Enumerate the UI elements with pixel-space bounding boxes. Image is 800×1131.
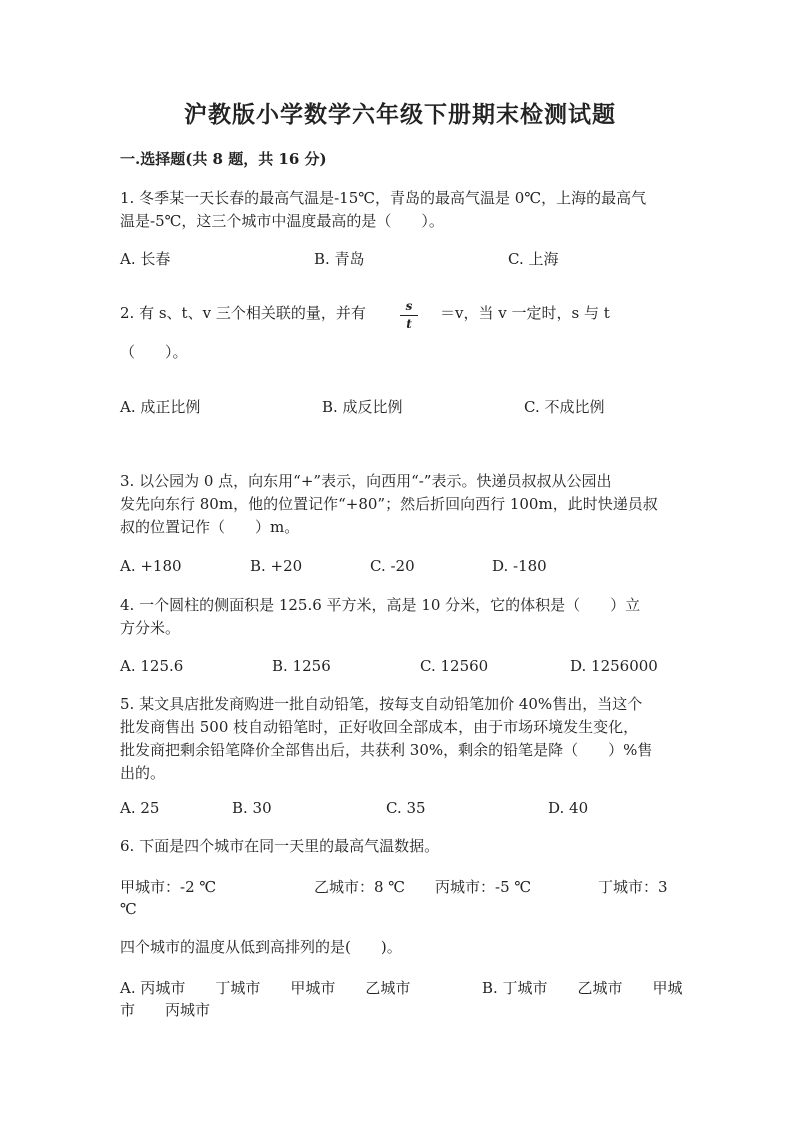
- q6-city-jia: 甲城市：-2 ℃: [120, 878, 217, 896]
- q4-option-d: D. 1256000: [570, 657, 658, 675]
- q2-line-2: （ ）。: [120, 343, 188, 361]
- fraction-denominator: t: [406, 317, 412, 331]
- q6-unit-wrap: ℃: [120, 900, 137, 918]
- q1-option-b: B. 青岛: [314, 250, 365, 268]
- q5-option-d: D. 40: [548, 799, 589, 817]
- q4-line-1: 4. 一个圆柱的侧面积是 125.6 平方米，高是 10 分米，它的体积是（ ）立: [120, 596, 641, 614]
- q3-option-c: C. -20: [370, 557, 415, 575]
- q3-line-2: 发先向东行 80m，他的位置记作“+80”；然后折回向西行 100m，此时快递员叔: [120, 495, 658, 513]
- q6-city-ding: 丁城市：3: [598, 878, 668, 896]
- q6-option-b: B. 丁城市 乙城市 甲城: [482, 979, 683, 997]
- q6-line-3: 四个城市的温度从低到高排列的是( )。: [120, 938, 402, 956]
- q2-option-c: C. 不成比例: [524, 398, 605, 416]
- q3-line-3: 叔的位置记作（ ）m。: [120, 518, 300, 536]
- fraction-bar: [400, 315, 418, 316]
- q2-option-b: B. 成反比例: [322, 398, 403, 416]
- page-title: 沪教版小学数学六年级下册期末检测试题: [184, 101, 616, 128]
- q4-line-2: 方分米。: [120, 619, 181, 637]
- q6-line-1: 6. 下面是四个城市在同一天里的最高气温数据。: [120, 837, 440, 855]
- fraction-numerator: s: [405, 299, 413, 313]
- q3-option-b: B. +20: [250, 557, 303, 575]
- q6-city-bing: 丙城市：-5 ℃: [435, 878, 532, 896]
- q1-option-a: A. 长春: [120, 250, 171, 268]
- section-heading: 一.选择题(共 8 题，共 16 分): [120, 150, 327, 168]
- q6-city-yi: 乙城市：8 ℃: [314, 878, 406, 896]
- q6-option-a: A. 丙城市 丁城市 甲城市 乙城市: [120, 979, 411, 997]
- q5-option-c: C. 35: [386, 799, 426, 817]
- q5-line-3: 批发商把剩余铅笔降价全部售出后，共获利 30%，剩余的铅笔是降（ ）%售: [120, 741, 653, 759]
- q3-option-d: D. -180: [492, 557, 547, 575]
- q5-option-b: B. 30: [232, 799, 272, 817]
- q3-option-a: A. +180: [120, 557, 182, 575]
- q4-option-c: C. 12560: [420, 657, 489, 675]
- fraction-s-over-t: [400, 300, 418, 331]
- q1-line-1: 1. 冬季某一天长春的最高气温是-15℃，青岛的最高气温是 0℃，上海的最高气: [120, 189, 647, 207]
- q5-line-2: 批发商售出 500 枝自动铅笔时，正好收回全部成本，由于市场环境发生变化，: [120, 718, 639, 736]
- q3-line-1: 3. 以公园为 0 点，向东用“+”表示，向西用“-”表示。快递员叔叔从公园出: [120, 472, 612, 490]
- q4-option-b: B. 1256: [272, 657, 331, 675]
- q5-option-a: A. 25: [120, 799, 160, 817]
- q5-line-4: 出的。: [120, 764, 166, 782]
- q2-line-1a: 2. 有 s、t、v 三个相关联的量，并有: [120, 304, 366, 322]
- q1-option-c: C. 上海: [508, 250, 559, 268]
- q2-option-a: A. 成正比例: [120, 398, 201, 416]
- q2-line-1b: ＝v，当 v 一定时，s 与 t: [440, 304, 610, 322]
- q4-option-a: A. 125.6: [120, 657, 184, 675]
- q6-option-b-wrap: 市 丙城市: [120, 1001, 211, 1019]
- q1-line-2: 温是-5℃，这三个城市中温度最高的是（ ）。: [120, 212, 444, 230]
- q5-line-1: 5. 某文具店批发商购进一批自动铅笔，按每支自动铅笔加价 40%售出，当这个: [120, 695, 643, 713]
